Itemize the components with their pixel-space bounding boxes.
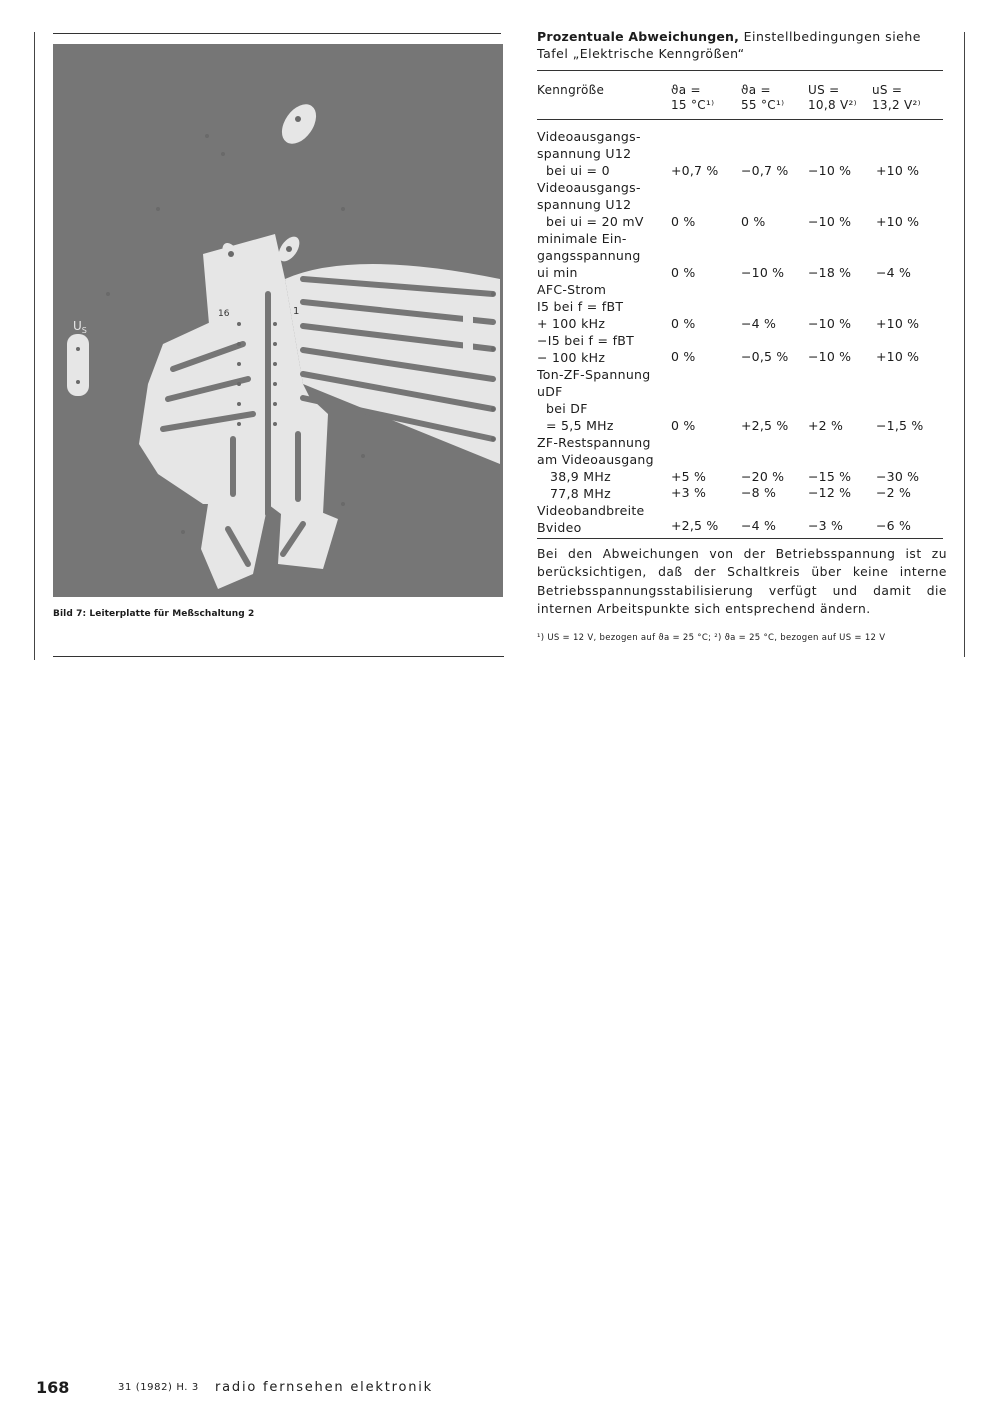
table-cell: −10 % bbox=[808, 349, 852, 364]
bottom-rule-left bbox=[53, 656, 504, 657]
table-cell: 0 % bbox=[671, 265, 696, 280]
table-cell: +5 % bbox=[671, 469, 707, 484]
table-cell: −4 % bbox=[741, 518, 777, 533]
left-margin-line bbox=[34, 32, 35, 660]
table-top-rule bbox=[537, 70, 943, 71]
row-label-line: I5 bei f = fBT bbox=[537, 299, 624, 314]
table-cell: 0 % bbox=[671, 349, 696, 364]
row-label-line: spannung U12 bbox=[537, 197, 632, 212]
table-header-rule bbox=[537, 119, 943, 120]
table-row-label bbox=[537, 230, 667, 281]
table-row-label bbox=[537, 366, 667, 434]
row-label-line: minimale Ein- bbox=[537, 231, 627, 246]
row-label-line: bei ui = 20 mV bbox=[546, 214, 644, 229]
pin-1-label: 1 bbox=[293, 306, 300, 317]
col-header-2-line2: 55 °C¹⁾ bbox=[741, 98, 785, 112]
table-heading-rest: Einstellbedingungen siehe Tafel „Elektrische Kenngrößen“ bbox=[537, 29, 921, 61]
row-label-line: − 100 kHz bbox=[537, 350, 606, 365]
row-label-line: Bvideo bbox=[537, 520, 582, 535]
row-label-line: Videoausgangs- bbox=[537, 129, 641, 144]
figure-caption: Bild 7: Leiterplatte für Meßschaltung 2 bbox=[53, 609, 255, 619]
table-cell: −2 % bbox=[876, 485, 912, 500]
table-cell: −18 % bbox=[808, 265, 852, 280]
col-header-2 bbox=[741, 83, 784, 113]
table-cell: −6 % bbox=[876, 518, 912, 533]
issue-info: 31 (1982) H. 3 bbox=[118, 1382, 199, 1393]
row-label-line: Videobandbreite bbox=[537, 503, 645, 518]
footnote: ¹) US = 12 V, bezogen auf ϑa = 25 °C; ²) ϑa = 25 °C, bezogen auf US = 12 V bbox=[537, 633, 886, 643]
table-row-label bbox=[537, 179, 667, 230]
row-label-line: bei ui = 0 bbox=[546, 163, 610, 178]
table-cell: 0 % bbox=[671, 316, 696, 331]
table-row-label bbox=[537, 502, 667, 536]
table-cell: +0,7 % bbox=[671, 163, 719, 178]
table-cell: −30 % bbox=[876, 469, 920, 484]
col-header-3-line1: US = bbox=[808, 83, 840, 97]
col-header-1 bbox=[671, 83, 714, 113]
row-label-line: 77,8 MHz bbox=[550, 486, 611, 501]
row-label-line: −I5 bei f = fBT bbox=[537, 333, 635, 348]
table-row-label bbox=[537, 281, 667, 332]
col-header-4-line2: 13,2 V²⁾ bbox=[872, 98, 921, 112]
table-bottom-rule bbox=[537, 538, 943, 539]
col-header-kenngroesse: Kenngröße bbox=[537, 83, 605, 97]
pcb-layout-figure bbox=[53, 44, 503, 597]
row-label-line: ui min bbox=[537, 265, 578, 280]
row-label-line: = 5,5 MHz bbox=[546, 418, 614, 433]
table-cell: −10 % bbox=[808, 163, 852, 178]
table-cell: −20 % bbox=[741, 469, 785, 484]
row-label-line: gangsspannung bbox=[537, 248, 641, 263]
row-label-line: bei DF bbox=[546, 401, 588, 416]
row-label-line: Videoausgangs- bbox=[537, 180, 641, 195]
table-cell: +2,5 % bbox=[671, 518, 719, 533]
table-heading bbox=[537, 28, 947, 62]
table-cell: +10 % bbox=[876, 349, 920, 364]
row-label-line: uDF bbox=[537, 384, 563, 399]
us-label: $U_S$ bbox=[73, 319, 87, 335]
table-cell: −1,5 % bbox=[876, 418, 924, 433]
table-cell: +10 % bbox=[876, 163, 920, 178]
table-row-label bbox=[537, 434, 667, 485]
table-cell: −4 % bbox=[741, 316, 777, 331]
journal-name: radio fernsehen elektronik bbox=[215, 1380, 433, 1395]
col-header-3-line2: 10,8 V²⁾ bbox=[808, 98, 857, 112]
top-rule-left bbox=[53, 33, 501, 34]
table-row-label bbox=[537, 128, 667, 179]
table-cell: +10 % bbox=[876, 214, 920, 229]
table-cell: 0 % bbox=[671, 214, 696, 229]
row-label-line: am Videoausgang bbox=[537, 452, 654, 467]
table-cell: −4 % bbox=[876, 265, 912, 280]
table-row-label bbox=[537, 485, 667, 502]
table-cell: −15 % bbox=[808, 469, 852, 484]
table-cell: −0,7 % bbox=[741, 163, 789, 178]
note-paragraph: Bei den Abweichungen von der Betriebsspannung ist zu berücksichtigen, daß der Schaltkreis über keine interne Betriebsspannungsstabilisierung verfügt und damit die internen Arbeitspunkte sich entsprechend ändern. bbox=[537, 547, 947, 616]
table-cell: −10 % bbox=[741, 265, 785, 280]
table-cell: +10 % bbox=[876, 316, 920, 331]
table-cell: −3 % bbox=[808, 518, 844, 533]
table-cell: +2 % bbox=[808, 418, 844, 433]
col-header-3 bbox=[808, 83, 857, 113]
table-cell: −10 % bbox=[808, 214, 852, 229]
col-header-4 bbox=[872, 83, 921, 113]
table-cell: 0 % bbox=[671, 418, 696, 433]
row-label-line: AFC-Strom bbox=[537, 282, 607, 297]
page-number: 168 bbox=[36, 1378, 70, 1397]
row-label-line: ZF-Restspannung bbox=[537, 435, 651, 450]
row-label-line: + 100 kHz bbox=[537, 316, 606, 331]
pin-16-label: 16 bbox=[218, 309, 230, 319]
row-label-line: 38,9 MHz bbox=[550, 469, 611, 484]
table-cell: −0,5 % bbox=[741, 349, 789, 364]
table-cell: −8 % bbox=[741, 485, 777, 500]
right-margin-line bbox=[964, 32, 965, 657]
table-row-label bbox=[537, 332, 667, 366]
row-label-line: spannung U12 bbox=[537, 146, 632, 161]
table-heading-bold: Prozentuale Abweichungen, bbox=[537, 29, 740, 44]
col-header-2-line1: ϑa = bbox=[741, 83, 771, 97]
table-cell: −12 % bbox=[808, 485, 852, 500]
col-header-1-line2: 15 °C¹⁾ bbox=[671, 98, 715, 112]
col-header-1-line1: ϑa = bbox=[671, 83, 701, 97]
table-cell: +3 % bbox=[671, 485, 707, 500]
table-cell: 0 % bbox=[741, 214, 766, 229]
row-label-line: Ton-ZF-Spannung bbox=[537, 367, 651, 382]
col-header-4-line1: uS = bbox=[872, 83, 903, 97]
table-cell: −10 % bbox=[808, 316, 852, 331]
table-cell: +2,5 % bbox=[741, 418, 789, 433]
